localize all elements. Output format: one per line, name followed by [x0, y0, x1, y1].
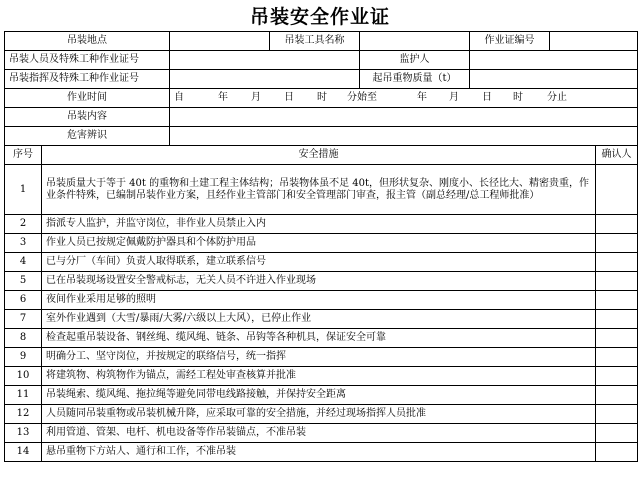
measure-row [5, 234, 638, 253]
info-row-commander [5, 70, 638, 89]
header-no: 序号 [5, 146, 42, 165]
header-measures: 安全措施 [42, 146, 596, 165]
measure-no: 8 [5, 329, 42, 348]
measure-no: 11 [5, 386, 42, 405]
measure-no: 12 [5, 405, 42, 424]
measure-text: 指派专人监护，并监守岗位，非作业人员禁止入内 [42, 215, 596, 234]
measure-no: 10 [5, 367, 42, 386]
confirm-cell[interactable] [596, 272, 638, 291]
measure-no: 4 [5, 253, 42, 272]
measure-text: 吊装质量大于等于 40t 的重物和土建工程主体结构；吊装物体虽不足 40t，但形状复杂、刚度小、长径比大、精密贵重，作业条件特殊，已编制吊装作业方案，且经作业主管部门和安全管理部门审查，报主管（副总经理/总工程师批准） [42, 165, 596, 215]
time-value[interactable] [170, 89, 638, 108]
measure-text: 室外作业遇到（大雪/暴雨/大雾/六级以上大风），已停止作业 [42, 310, 596, 329]
tool-label: 吊装工具名称 [270, 32, 360, 51]
measures-header-row [5, 146, 638, 165]
location-label: 吊装地点 [5, 32, 170, 51]
confirm-cell[interactable] [596, 310, 638, 329]
measure-row [5, 272, 638, 291]
info-row-location [5, 32, 638, 51]
info-row-hazard [5, 127, 638, 146]
measure-no: 13 [5, 424, 42, 443]
permit-table [4, 31, 638, 462]
confirm-cell[interactable] [596, 234, 638, 253]
confirm-cell[interactable] [596, 367, 638, 386]
confirm-cell[interactable] [596, 424, 638, 443]
time-label: 作业时间 [5, 89, 170, 108]
measure-no: 1 [5, 165, 42, 215]
measure-text: 已与分厂（车间）负责人取得联系，建立联系信号 [42, 253, 596, 272]
measure-text: 吊装绳索、缆风绳、拖拉绳等避免同带电线路接触，并保持安全距离 [42, 386, 596, 405]
measure-row [5, 386, 638, 405]
confirm-cell[interactable] [596, 165, 638, 215]
measure-text: 悬吊重物下方站人、通行和工作，不准吊装 [42, 443, 596, 462]
measure-no: 14 [5, 443, 42, 462]
form-title: 吊装安全作业证 [249, 6, 390, 28]
time-part: 月 [251, 92, 261, 103]
confirm-cell[interactable] [596, 215, 638, 234]
weight-label: 起吊重物质量（t） [360, 70, 470, 89]
commander-value[interactable] [170, 70, 360, 89]
measure-text: 人员随同吊装重物或吊装机械升降，应采取可靠的安全措施，并经过现场指挥人员批准 [42, 405, 596, 424]
time-part: 时 [317, 92, 327, 103]
confirm-cell[interactable] [596, 443, 638, 462]
time-part: 日 [482, 92, 492, 103]
time-part: 分止 [547, 92, 567, 103]
measure-text: 已在吊装现场设置安全警戒标志，无关人员不许进入作业现场 [42, 272, 596, 291]
measure-row [5, 367, 638, 386]
time-part: 自 [174, 92, 184, 103]
time-part: 日 [284, 92, 294, 103]
confirm-cell[interactable] [596, 348, 638, 367]
content-value[interactable] [170, 108, 638, 127]
time-part: 时 [513, 92, 523, 103]
info-row-personnel [5, 51, 638, 70]
time-part: 年 [417, 92, 427, 103]
hazard-value[interactable] [170, 127, 638, 146]
measure-row [5, 165, 638, 215]
location-value[interactable] [170, 32, 270, 51]
confirm-cell[interactable] [596, 329, 638, 348]
measure-row [5, 310, 638, 329]
cert-no-value[interactable] [550, 32, 638, 51]
time-part: 月 [449, 92, 459, 103]
measure-no: 2 [5, 215, 42, 234]
info-row-time [5, 89, 638, 108]
measure-text: 将建筑物、构筑物作为锚点，需经工程处审查核算并批准 [42, 367, 596, 386]
confirm-cell[interactable] [596, 291, 638, 310]
measure-text: 检查起重吊装设备、钢丝绳、缆风绳、链条、吊钩等各种机具，保证安全可靠 [42, 329, 596, 348]
personnel-value[interactable] [170, 51, 360, 70]
measure-text: 利用管道、管架、电杆、机电设备等作吊装锚点，不准吊装 [42, 424, 596, 443]
measure-no: 9 [5, 348, 42, 367]
measure-row [5, 424, 638, 443]
measure-text: 夜间作业采用足够的照明 [42, 291, 596, 310]
supervisor-label: 监护人 [360, 51, 470, 70]
measure-text: 作业人员已按规定佩戴防护器具和个体防护用品 [42, 234, 596, 253]
time-part: 年 [218, 92, 228, 103]
measure-row [5, 443, 638, 462]
measure-row [5, 405, 638, 424]
confirm-cell[interactable] [596, 253, 638, 272]
personnel-label: 吊装人员及特殊工种作业证号 [5, 51, 170, 70]
time-part: 分始至 [347, 92, 377, 103]
content-label: 吊装内容 [5, 108, 170, 127]
measure-row [5, 348, 638, 367]
measure-text: 明确分工、坚守岗位，并按规定的联络信号，统一指挥 [42, 348, 596, 367]
hazard-label: 危害辨识 [5, 127, 170, 146]
measure-row [5, 215, 638, 234]
header-confirm: 确认人 [596, 146, 638, 165]
tool-value[interactable] [360, 32, 470, 51]
measure-no: 3 [5, 234, 42, 253]
measure-no: 6 [5, 291, 42, 310]
measure-no: 5 [5, 272, 42, 291]
info-row-content [5, 108, 638, 127]
measure-row [5, 291, 638, 310]
measure-row [5, 329, 638, 348]
cert-no-label: 作业证编号 [470, 32, 550, 51]
measure-row [5, 253, 638, 272]
measure-no: 7 [5, 310, 42, 329]
confirm-cell[interactable] [596, 386, 638, 405]
commander-label: 吊装指挥及特殊工种作业证号 [5, 70, 170, 89]
confirm-cell[interactable] [596, 405, 638, 424]
supervisor-value[interactable] [470, 51, 638, 70]
weight-value[interactable] [470, 70, 638, 89]
